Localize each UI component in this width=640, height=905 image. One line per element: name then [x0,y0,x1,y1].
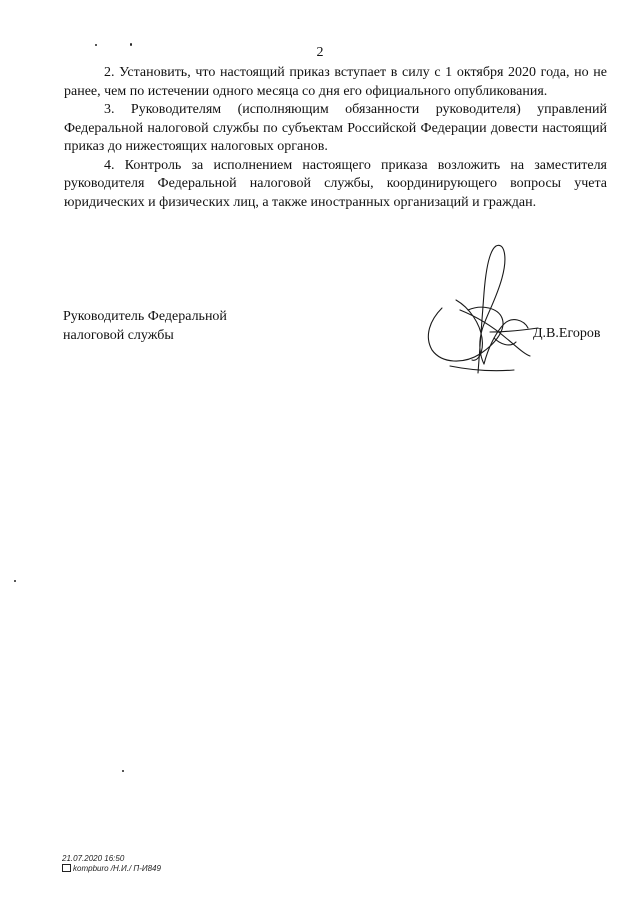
paragraph-3: 3. Руководителям (исполняющим обязанности руководителя) управлений Федеральной налоговой службы по субъектам Российской Федерации довести настоящий приказ до нижестоящих налоговых органов. [64,102,607,154]
signatory-title-line-2: налоговой службы [63,327,174,343]
footer-reference-line [62,864,161,874]
signatory-title-line-1: Руководитель Федеральной [63,309,227,324]
paragraph-4: 4. Контроль за исполнением настоящего приказа возложить на заместителя руководителя Федеральной налоговой службы, координирующего вопросы учета юридических и физических лиц, а также иностранных организаций и граждан. [64,157,607,210]
footer-reference: kompburo /Н.И./ П-И849 [73,864,161,873]
document-footer [62,854,161,874]
scan-speck [122,770,124,772]
document-body [64,64,607,212]
scan-speck [14,580,16,582]
signatory-name: Д.В.Егоров [533,326,601,341]
handwritten-signature [420,238,560,388]
paragraph-2: 2. Установить, что настоящий приказ вступает в силу с 1 октября 2020 года, но не ранее, чем по истечении одного месяца со дня его официального опубликования. [64,65,607,99]
footer-timestamp: 21.07.2020 16:50 [62,854,125,863]
envelope-icon [62,864,71,872]
page-number: 2 [316,45,324,60]
signatory-title [63,308,227,345]
